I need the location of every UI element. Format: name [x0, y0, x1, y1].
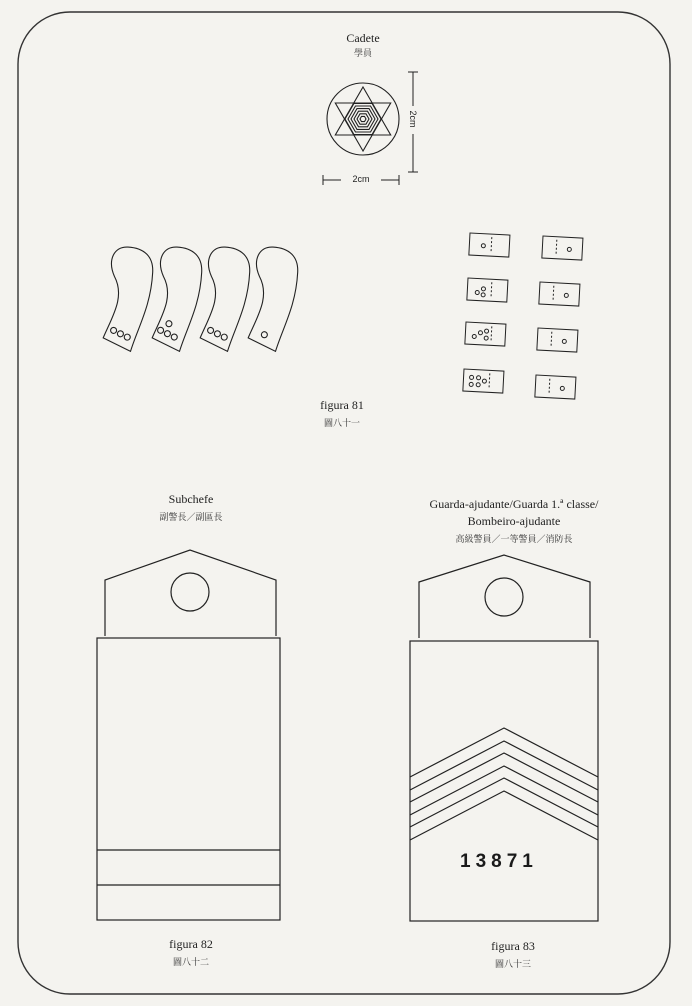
tab-shape — [103, 246, 154, 352]
cadete-star-badge — [327, 83, 399, 155]
tab-shape — [248, 246, 299, 352]
hexagram-icon — [335, 87, 390, 151]
small-rect — [467, 278, 508, 302]
small-rect — [537, 328, 578, 352]
figura83-subcaption: 圖八十三 — [494, 960, 531, 970]
figura83-caption: figura 83 — [491, 939, 535, 953]
tab-dot — [171, 334, 177, 340]
dimension-height-label: 2cm — [408, 107, 418, 131]
figura82-rank-cn: 副警長／副區長 — [159, 513, 223, 523]
figura82-rank: Subchefe — [168, 492, 214, 506]
figura81-tabs — [103, 246, 299, 352]
tab-dot — [166, 321, 172, 327]
figura81-small-rectangles — [463, 233, 583, 399]
cadete-title: Cadete — [346, 31, 380, 45]
tab-dot — [207, 327, 213, 333]
tab-shape — [152, 246, 203, 352]
dimension-lines — [323, 72, 418, 185]
small-rect — [539, 282, 580, 306]
chevron-stripes — [410, 728, 598, 840]
tab-dot — [221, 334, 227, 340]
small-rect — [465, 322, 506, 346]
cadete-subtitle: 學員 — [353, 49, 372, 59]
tab-dot — [110, 327, 116, 333]
figura83-rank-line2: Bombeiro-ajudante — [467, 514, 561, 528]
tab-dot — [124, 334, 130, 340]
small-rect — [463, 369, 504, 393]
tab-dot — [157, 327, 163, 333]
figura83-number: 13871 — [460, 851, 538, 872]
tab-shape — [200, 246, 251, 352]
figura83-rank-line1: Guarda-ajudante/Guarda 1.ª classe/ — [429, 497, 599, 511]
figura81-caption: figura 81 — [320, 398, 364, 412]
figura81-subcaption: 圖八十一 — [323, 419, 360, 429]
tab-dot — [117, 331, 123, 337]
small-rect — [535, 375, 576, 399]
tab-dot — [164, 331, 170, 337]
small-rect — [542, 236, 583, 260]
figura83-rank-cn: 高級警員／一等警員／消防長 — [455, 535, 573, 545]
figura82-epaulette — [97, 550, 280, 920]
small-rect — [469, 233, 510, 257]
figura82-subcaption: 圖八十二 — [172, 958, 209, 968]
dimension-width-label: 2cm — [341, 174, 381, 184]
tab-dot — [214, 331, 220, 337]
figura82-caption: figura 82 — [169, 937, 213, 951]
tab-dot — [261, 332, 267, 338]
